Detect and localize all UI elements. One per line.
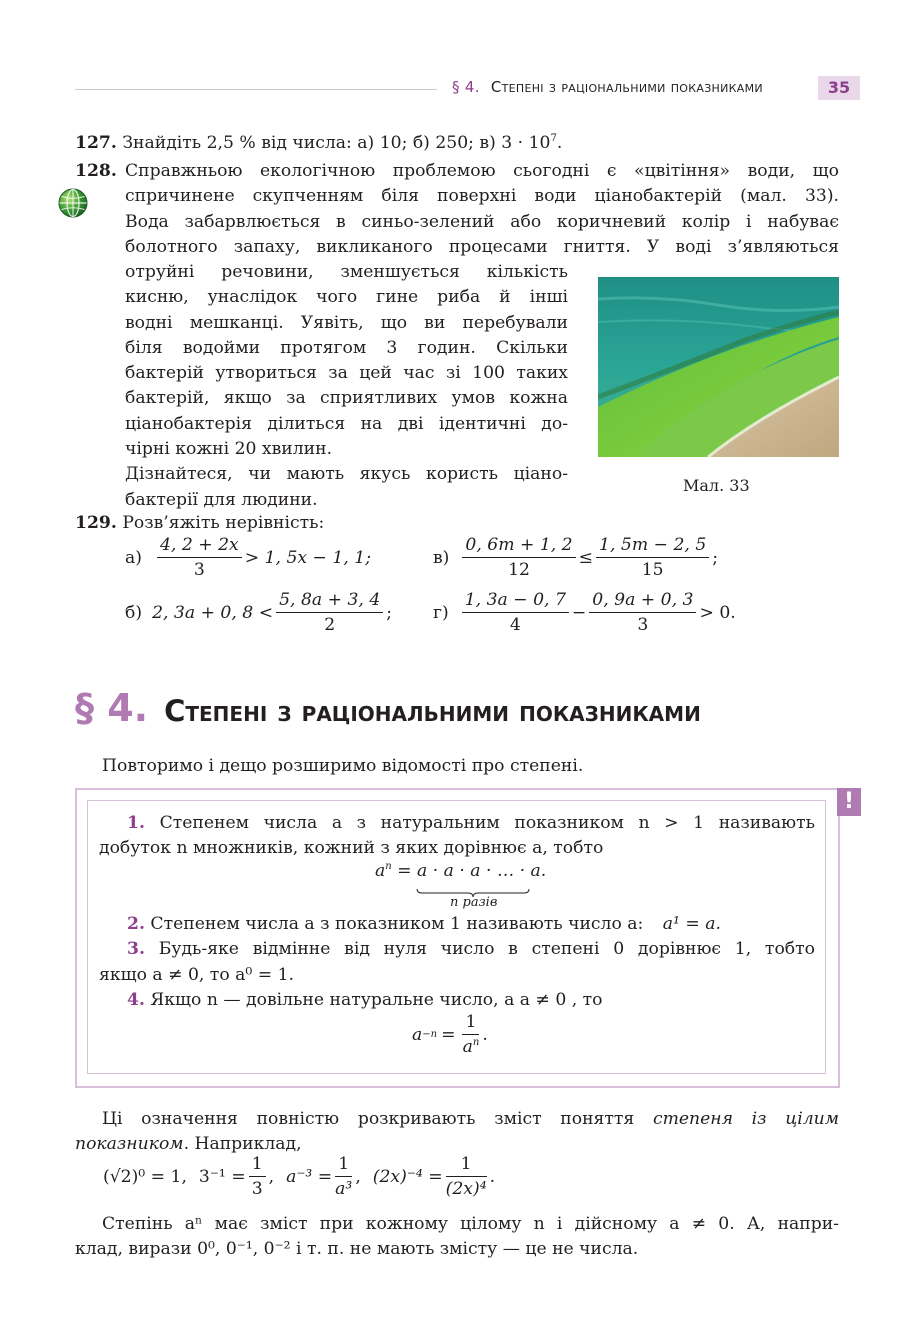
ex129-g-fraction-1 <box>462 590 569 635</box>
definition-1-formula <box>375 861 546 881</box>
ex129-v-end: ; <box>712 547 719 568</box>
ex129-b-denominator: 2 <box>324 615 336 635</box>
globe-internet-icon[interactable] <box>58 188 88 218</box>
section-sign: § 4. <box>75 686 149 730</box>
exercise-127 <box>75 133 562 153</box>
example-2-lhs: 3⁻¹ = <box>198 1166 246 1187</box>
header-title: Степені з раціональними показниками <box>490 78 763 96</box>
ex129-v-fraction-1 <box>462 535 575 580</box>
after-line-1 <box>75 1107 839 1132</box>
ex129-g-numerator-2: 0, 9a + 0, 3 <box>589 590 696 613</box>
formula-4-eq: = <box>441 1024 456 1045</box>
example-1: (√2)⁰ = 1, <box>103 1166 187 1187</box>
definition-3-number: 3. <box>127 939 145 960</box>
running-header <box>452 78 763 96</box>
exercise-129 <box>75 513 324 533</box>
example-4-end: . <box>489 1166 496 1187</box>
ex129-a <box>125 535 371 580</box>
example-2-end: , <box>268 1166 275 1187</box>
formula-4-denominator-exp: n <box>472 1037 480 1048</box>
ex128-line: болотного запаху, викликаного процесами гниття. У воді з’являються <box>125 236 839 257</box>
examples-row <box>103 1154 495 1199</box>
definition-1-number: 1. <box>127 813 145 833</box>
figure-33-caption: Мал. 33 <box>683 476 750 495</box>
important-badge <box>837 788 861 816</box>
exercise-127-text: Знайдіть 2,5 % від числа: а) 10; б) 250; в) 3 · 10 <box>122 133 551 153</box>
ex129-v-numerator-1: 0, 6m + 1, 2 <box>462 535 575 558</box>
after-paragraph <box>75 1107 839 1158</box>
formula-4-numerator: 1 <box>462 1012 479 1035</box>
definition-2-line <box>99 912 815 937</box>
definition-4-line <box>99 988 815 1013</box>
ex129-b-left: 2, 3a + 0, 8 < <box>152 602 274 623</box>
formula-4-denominator: a <box>462 1037 473 1057</box>
exercise-127-end: . <box>556 133 563 153</box>
ex129-a-rest: > 1, 5x − 1, 1; <box>244 547 371 568</box>
closing-line-2: клад, вирази 0⁰, 0⁻¹, 0⁻² і т. п. не мають змісту — це не числа. <box>75 1239 639 1260</box>
definition-3-line-2: якщо a ≠ 0, то a⁰ = 1. <box>99 964 294 985</box>
definition-3-text-1: Будь-яке відмінне від нуля число в степені 0 дорівнює 1, тобто <box>158 939 815 960</box>
example-4-fraction <box>446 1154 487 1199</box>
exercise-129-text: Розв’яжіть нерівність: <box>122 513 325 533</box>
closing-line-1: Степінь aⁿ має зміст при кожному цілому n і дійсному a ≠ 0. А, напри- <box>102 1214 839 1234</box>
example-2-fraction <box>249 1154 266 1199</box>
ex129-b-fraction <box>276 590 383 635</box>
ex129-g-label: г) <box>433 602 449 623</box>
closing-paragraph <box>75 1212 839 1263</box>
section-title: Степені з раціональними показниками <box>164 694 701 728</box>
exercise-128-number: 128. <box>75 161 117 181</box>
ex129-v-numerator-2: 1, 5m − 2, 5 <box>596 535 709 558</box>
example-4-denominator: (2x)⁴ <box>445 1179 487 1199</box>
definition-4-text: Якщо n — довільне натуральне число, а a ≠ 0 , то <box>150 989 603 1010</box>
ex129-a-fraction <box>157 535 242 580</box>
header-section-sign: § 4. <box>452 78 480 96</box>
definition-4-formula: a −n = $\frac{1}{a^n}$ . <box>412 1012 488 1057</box>
formula-4-end: . <box>482 1024 488 1045</box>
ex129-v-label: в) <box>433 547 450 568</box>
ex129-g-op: − <box>571 602 587 623</box>
ex129-v <box>433 535 718 580</box>
ex129-g-denominator-2: 3 <box>637 615 649 635</box>
ex129-b <box>125 590 392 635</box>
ex128-line: бактерій, якщо за сприятливих умов кожна <box>125 388 568 409</box>
ex129-a-denominator: 3 <box>193 560 205 580</box>
header-rule <box>75 89 437 90</box>
underbrace-label: n разів <box>450 895 498 910</box>
exercise-127-exponent: 7 <box>550 133 557 144</box>
ex129-v-op: ≤ <box>578 547 594 568</box>
ex129-v-denominator-1: 12 <box>508 560 530 580</box>
ex128-line: Справжньою екологічною проблемою сьогодні є «цвітіння» води, що <box>125 161 839 181</box>
ex128-line: бактерій утвориться за цей час зі 100 таких <box>125 363 568 384</box>
example-2-denominator: 3 <box>251 1179 263 1199</box>
definition-1-line-2: добуток n множників, кожний з яких дорівнює a, тобто <box>99 838 604 859</box>
exercise-129-number: 129. <box>75 513 117 533</box>
ex128-line: Дізнайтеся, чи мають якусь користь ціано- <box>125 464 568 485</box>
example-3-lhs: a⁻³ = <box>286 1166 333 1187</box>
definition-3-line-1 <box>99 937 815 962</box>
formula-4-lhs: a <box>412 1024 423 1045</box>
ex129-g-fraction-2 <box>589 590 696 635</box>
example-3-denominator: a³ <box>335 1179 353 1199</box>
formula-1-lhs: a <box>375 861 386 881</box>
definition-1-text-1: Степенем числа a з натуральним показником n > 1 називають <box>159 813 815 833</box>
example-4-numerator: 1 <box>446 1154 487 1177</box>
definition-2-number: 2. <box>127 914 145 934</box>
ex128-line: ціанобактерія ділиться на дві ідентичні до- <box>125 413 568 434</box>
section-heading <box>75 686 701 730</box>
example-3-end: , <box>355 1166 361 1187</box>
ex128-line: кисню, унаслідок чого гине риба й інші <box>125 287 568 308</box>
exercise-127-number: 127. <box>75 133 117 153</box>
ex129-a-label: а) <box>125 547 142 568</box>
ex129-g-numerator-1: 1, 3a − 0, 7 <box>462 590 569 613</box>
ex128-line: чірні кожні 20 хвилин. <box>125 439 333 460</box>
figure-33-photo <box>598 277 839 457</box>
example-2-numerator: 1 <box>249 1154 266 1177</box>
ex128-line: біля водойми протягом 3 годин. Скільки <box>125 337 568 358</box>
ex128-line: спричинене скупченням біля поверхні води ціанобактерій (мал. 33). <box>125 186 839 207</box>
ex129-v-denominator-2: 15 <box>641 560 664 580</box>
page-number <box>818 76 860 100</box>
section-intro: Повторимо і дещо розширимо відомості про степені. <box>102 756 584 776</box>
after-line-2-term: показником <box>75 1134 184 1155</box>
ex128-line: бактерії для людини. <box>125 489 318 510</box>
ex128-line: отруйні речовини, зменшується кількість <box>125 262 568 282</box>
ex128-line: Вода забарвлюється в синьо-зелений або коричневий колір і набуває <box>125 211 839 232</box>
important-badge-text: ! <box>843 789 855 814</box>
ex129-g <box>433 590 736 635</box>
page-number-text: 35 <box>827 78 851 97</box>
formula-4-fraction <box>462 1012 479 1057</box>
example-4-lhs: (2x)⁻⁴ = <box>372 1166 443 1187</box>
definitions-content-2 <box>99 912 815 1013</box>
ex129-v-fraction-2 <box>596 535 709 580</box>
underbrace <box>416 883 530 893</box>
definition-2-text: Степенем числа a з показником 1 називають число a: <box>150 914 644 934</box>
after-line-1-term: степеня із цілим <box>652 1109 839 1129</box>
example-3-numerator: 1 <box>335 1154 352 1177</box>
definitions-content <box>99 811 815 862</box>
ex129-b-end: ; <box>386 602 393 623</box>
ex129-b-numerator: 5, 8a + 3, 4 <box>276 590 383 613</box>
ex129-g-end: > 0. <box>699 602 736 623</box>
ex128-line: водні мешканці. Уявіть, що ви перебували <box>125 312 568 333</box>
definition-1-line-1 <box>99 811 815 836</box>
formula-1-lhs-exp: n <box>385 861 392 872</box>
definition-2-formula: a¹ = a. <box>662 914 721 934</box>
ex129-g-denominator-1: 4 <box>509 615 521 635</box>
definition-4-number: 4. <box>127 989 145 1010</box>
after-line-1-start: Ці означення повністю розкривають зміст поняття <box>102 1109 635 1129</box>
example-3-fraction <box>335 1154 352 1199</box>
ex129-b-label: б) <box>125 602 143 623</box>
formula-1-rhs: = a · a · a · … · a. <box>397 861 547 881</box>
ex129-a-numerator: 4, 2 + 2x <box>157 535 242 558</box>
after-line-2-rest: . Наприклад, <box>183 1134 302 1155</box>
